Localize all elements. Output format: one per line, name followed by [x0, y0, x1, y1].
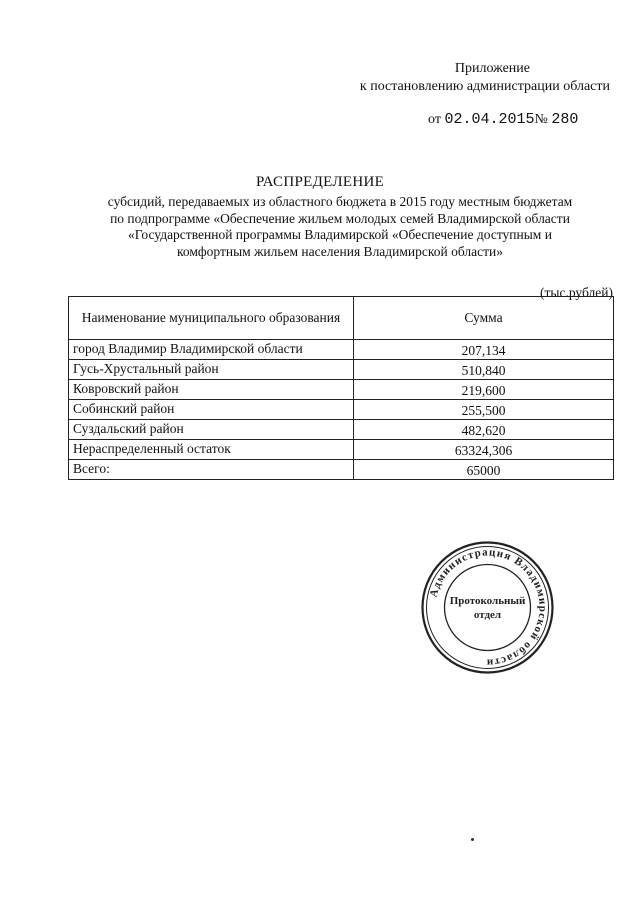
- cell-amount: 510,840: [354, 360, 614, 380]
- stamp-outer-ring: [423, 543, 553, 673]
- subsidy-table: [68, 296, 614, 480]
- cell-amount: 219,600: [354, 380, 614, 400]
- table-row: [69, 440, 614, 460]
- cell-municipality: Собинский район: [69, 400, 354, 420]
- header-municipality: Наименование муниципального образования: [69, 297, 354, 340]
- stamp-center-ring: [445, 565, 531, 651]
- subtitle-line: комфортным жильем населения Владимирской области»: [176, 243, 503, 259]
- units-label: (тыс.рублей): [540, 285, 613, 300]
- cell-amount: 255,500: [354, 400, 614, 420]
- cell-amount: 63324,306: [354, 440, 614, 460]
- official-stamp: [420, 540, 555, 675]
- table-header-row: [69, 297, 614, 340]
- document-title: РАСПРЕДЕЛЕНИЕ: [255, 174, 385, 190]
- cell-total-label: Всего:: [69, 460, 354, 480]
- document-subtitle: [60, 194, 620, 260]
- decree-date: 02.04.2015: [444, 111, 535, 128]
- table-row: [69, 400, 614, 420]
- stamp-center-line2: отдел: [473, 609, 502, 621]
- table-row: [69, 420, 614, 440]
- subtitle-line: субсидий, передаваемых из областного бюджета в 2015 году местным бюджетам: [107, 194, 573, 209]
- cell-total-amount: 65000: [354, 460, 614, 480]
- decree-number: 280: [551, 111, 579, 128]
- cell-municipality: Суздальский район: [69, 420, 354, 440]
- table-row: [69, 340, 614, 360]
- appendix-title: Приложение: [454, 61, 530, 76]
- cell-municipality: Нераспределенный остаток: [69, 440, 354, 460]
- stamp-ring-text: Администрация Владимирской области: [427, 546, 549, 669]
- appendix-reference: к постановлению администрации области: [359, 79, 610, 94]
- subtitle-line: по подпрограмме «Обеспечение жильем молодых семей Владимирской области: [110, 210, 570, 226]
- subtitle-line: «Государственной программы Владимирской «Обеспечение доступным и: [128, 227, 552, 242]
- table-row: [69, 380, 614, 400]
- header-amount: Сумма: [354, 297, 614, 340]
- appendix-block: [360, 60, 610, 96]
- stamp-center-line1: Протокольный: [449, 595, 526, 607]
- cell-municipality: Ковровский район: [69, 380, 354, 400]
- decree-date-number: [428, 111, 578, 128]
- cell-amount: 482,620: [354, 420, 614, 440]
- cell-municipality: город Владимир Владимирской области: [69, 340, 354, 360]
- number-sign: №: [534, 112, 548, 127]
- scan-speck: [471, 838, 474, 841]
- table-total-row: [69, 460, 614, 480]
- cell-amount: 207,134: [354, 340, 614, 360]
- date-prefix: от: [428, 112, 441, 127]
- table-row: [69, 360, 614, 380]
- cell-municipality: Гусь-Хрустальный район: [69, 360, 354, 380]
